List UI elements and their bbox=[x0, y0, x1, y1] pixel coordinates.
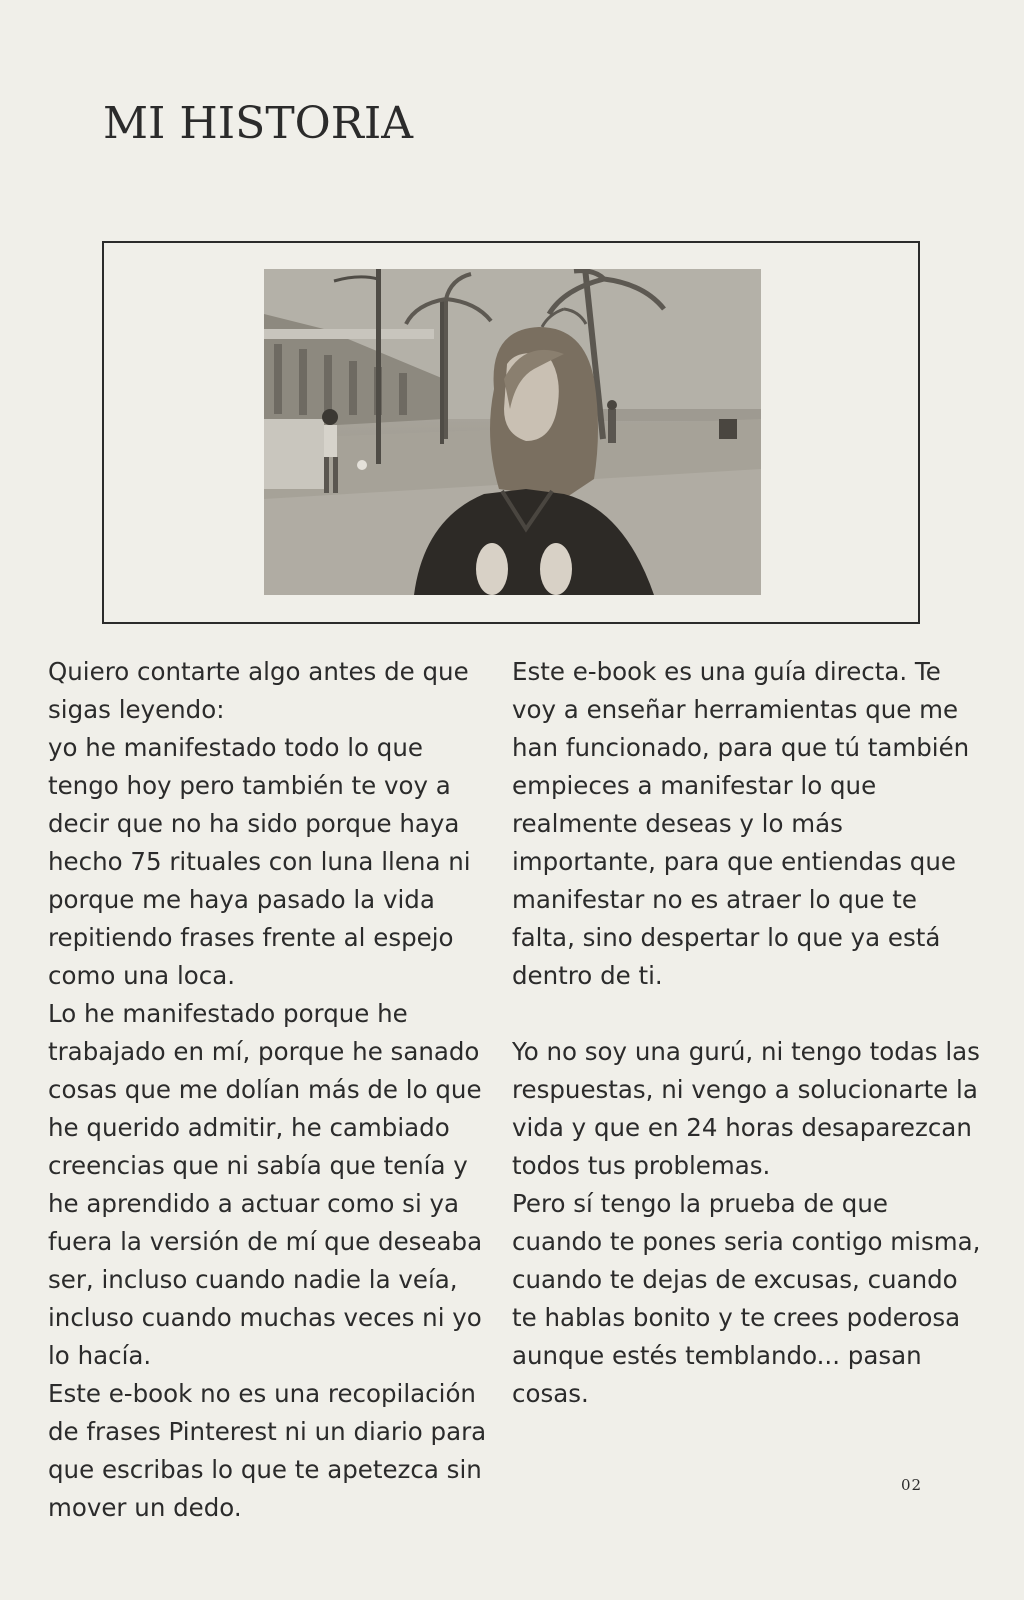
page-number: 02 bbox=[901, 1476, 923, 1494]
left-paragraph: yo he manifestado todo lo que tengo hoy pero también te voy a decir que no ha sido porque haya hecho 75 rituales con luna llena ni porque me haya pasado la vida repitiendo frases frente al espejo como una loca. bbox=[48, 733, 471, 990]
right-paragraph: Este e-book es una guía directa. Te voy a enseñar herramientas que me han funcionado, para que tú también empieces a manifestar lo que realmente deseas y lo más importante, para que entiendas que manifestar no es atraer lo que te falta, sino despertar lo que ya está dentro de ti. bbox=[512, 657, 970, 990]
photo-frame bbox=[102, 241, 920, 624]
photo-illustration bbox=[264, 269, 761, 595]
right-paragraph: Yo no soy una gurú, ni tengo todas las respuestas, ni vengo a solucionarte la vida y que en 24 horas desaparezcan todos tus problemas. bbox=[512, 1037, 980, 1180]
paragraph-spacer bbox=[512, 995, 982, 1033]
photo-woman-on-promenade bbox=[264, 269, 761, 595]
right-text-column bbox=[512, 653, 982, 1413]
left-paragraph: Lo he manifestado porque he trabajado en mí, porque he sanado cosas que me dolían más de lo que he querido admitir, he cambiado creencias que ni sabía que tenía y he aprendido a actuar como si ya fuera la versión de mí que deseaba ser, incluso cuando nadie la veía, incluso cuando muchas veces ni yo lo hacía. bbox=[48, 999, 483, 1370]
left-paragraph: Este e-book no es una recopilación de frases Pinterest ni un diario para que escribas lo que te apetezca sin mover un dedo. bbox=[48, 1379, 487, 1522]
right-paragraph: Pero sí tengo la prueba de que cuando te pones seria contigo misma, cuando te dejas de excusas, cuando te hablas bonito y te crees poderosa aunque estés temblando... pasan cosas. bbox=[512, 1189, 981, 1408]
left-text-column bbox=[48, 653, 493, 1527]
page-title: MI HISTORIA bbox=[103, 98, 414, 149]
left-paragraph: Quiero contarte algo antes de que sigas leyendo: bbox=[48, 657, 469, 724]
